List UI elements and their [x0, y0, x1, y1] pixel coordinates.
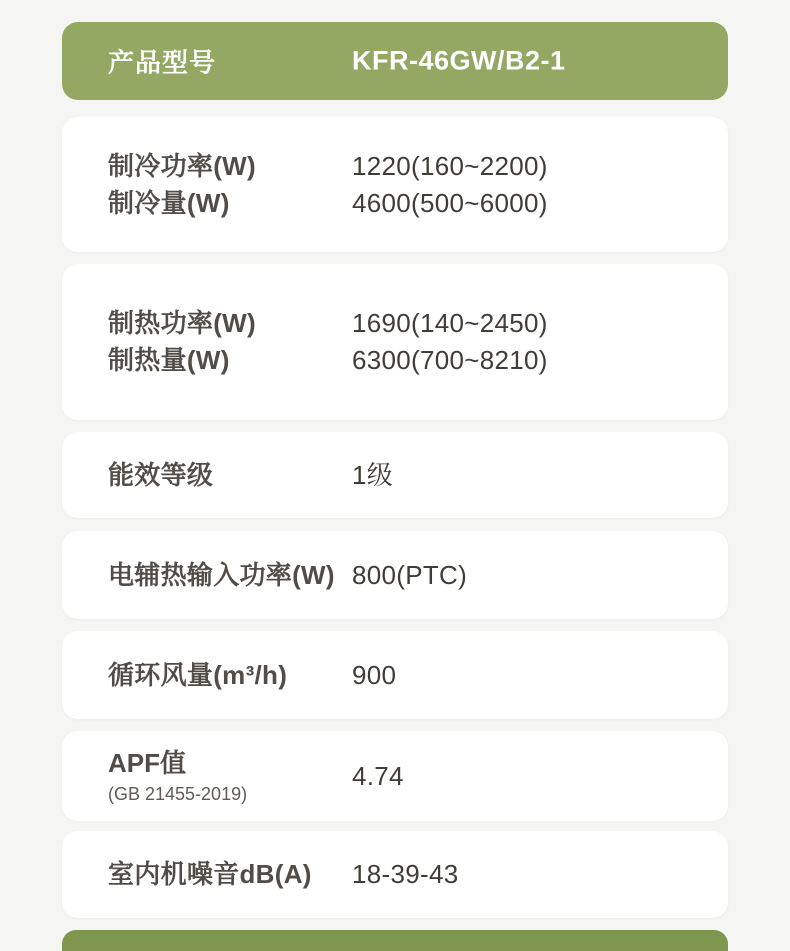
spec-card-heating: [62, 264, 728, 420]
spec-label: APF值: [108, 747, 187, 778]
spec-label: 电辅热输入功率(W): [108, 559, 335, 590]
spec-row-aux-heater-power: [62, 557, 728, 594]
spec-card-apf: [62, 731, 728, 821]
spec-value: 1级: [352, 459, 394, 490]
spec-label: 制热量(W): [108, 345, 230, 375]
spec-value: 18-39-43: [352, 859, 459, 889]
spec-label-block: [108, 747, 352, 806]
spec-card-indoor-noise: [62, 831, 728, 918]
spec-row-cooling-power: [62, 148, 728, 185]
spec-value: 1220(160~2200): [352, 150, 548, 181]
product-model-header: [62, 22, 728, 100]
spec-row-indoor-noise: [62, 856, 728, 893]
spec-row-heating-capacity: [62, 342, 728, 379]
footer-accent-bar: [62, 930, 728, 951]
spec-value: 1690(140~2450): [352, 308, 548, 338]
spec-card-airflow: [62, 631, 728, 719]
spec-row-apf: [62, 747, 728, 806]
spec-standard-note: (GB 21455-2019): [108, 783, 248, 804]
spec-card-aux-heater: [62, 531, 728, 619]
spec-row-energy-rating: [62, 457, 728, 494]
spec-label: 制热功率(W): [108, 308, 256, 338]
spec-value: 4.74: [352, 760, 404, 791]
spec-value: 900: [352, 659, 397, 690]
spec-row-heating-power: [62, 305, 728, 342]
spec-card-cooling: [62, 117, 728, 252]
spec-label: 制冷功率(W): [108, 150, 256, 181]
spec-label: 能效等级: [108, 459, 214, 490]
product-model-label: 产品型号: [108, 47, 217, 78]
spec-row-cooling-capacity: [62, 185, 728, 222]
spec-card-energy-rating: [62, 432, 728, 518]
spec-row-airflow: [62, 657, 728, 694]
spec-value: 6300(700~8210): [352, 345, 548, 375]
spec-value: 800(PTC): [352, 559, 468, 590]
spec-label: 循环风量(m³/h): [108, 659, 288, 690]
spec-label: 制冷量(W): [108, 187, 230, 218]
product-model-value: KFR-46GW/B2-1: [352, 45, 566, 76]
spec-label: 室内机噪音dB(A): [108, 859, 312, 889]
spec-value: 4600(500~6000): [352, 187, 548, 218]
